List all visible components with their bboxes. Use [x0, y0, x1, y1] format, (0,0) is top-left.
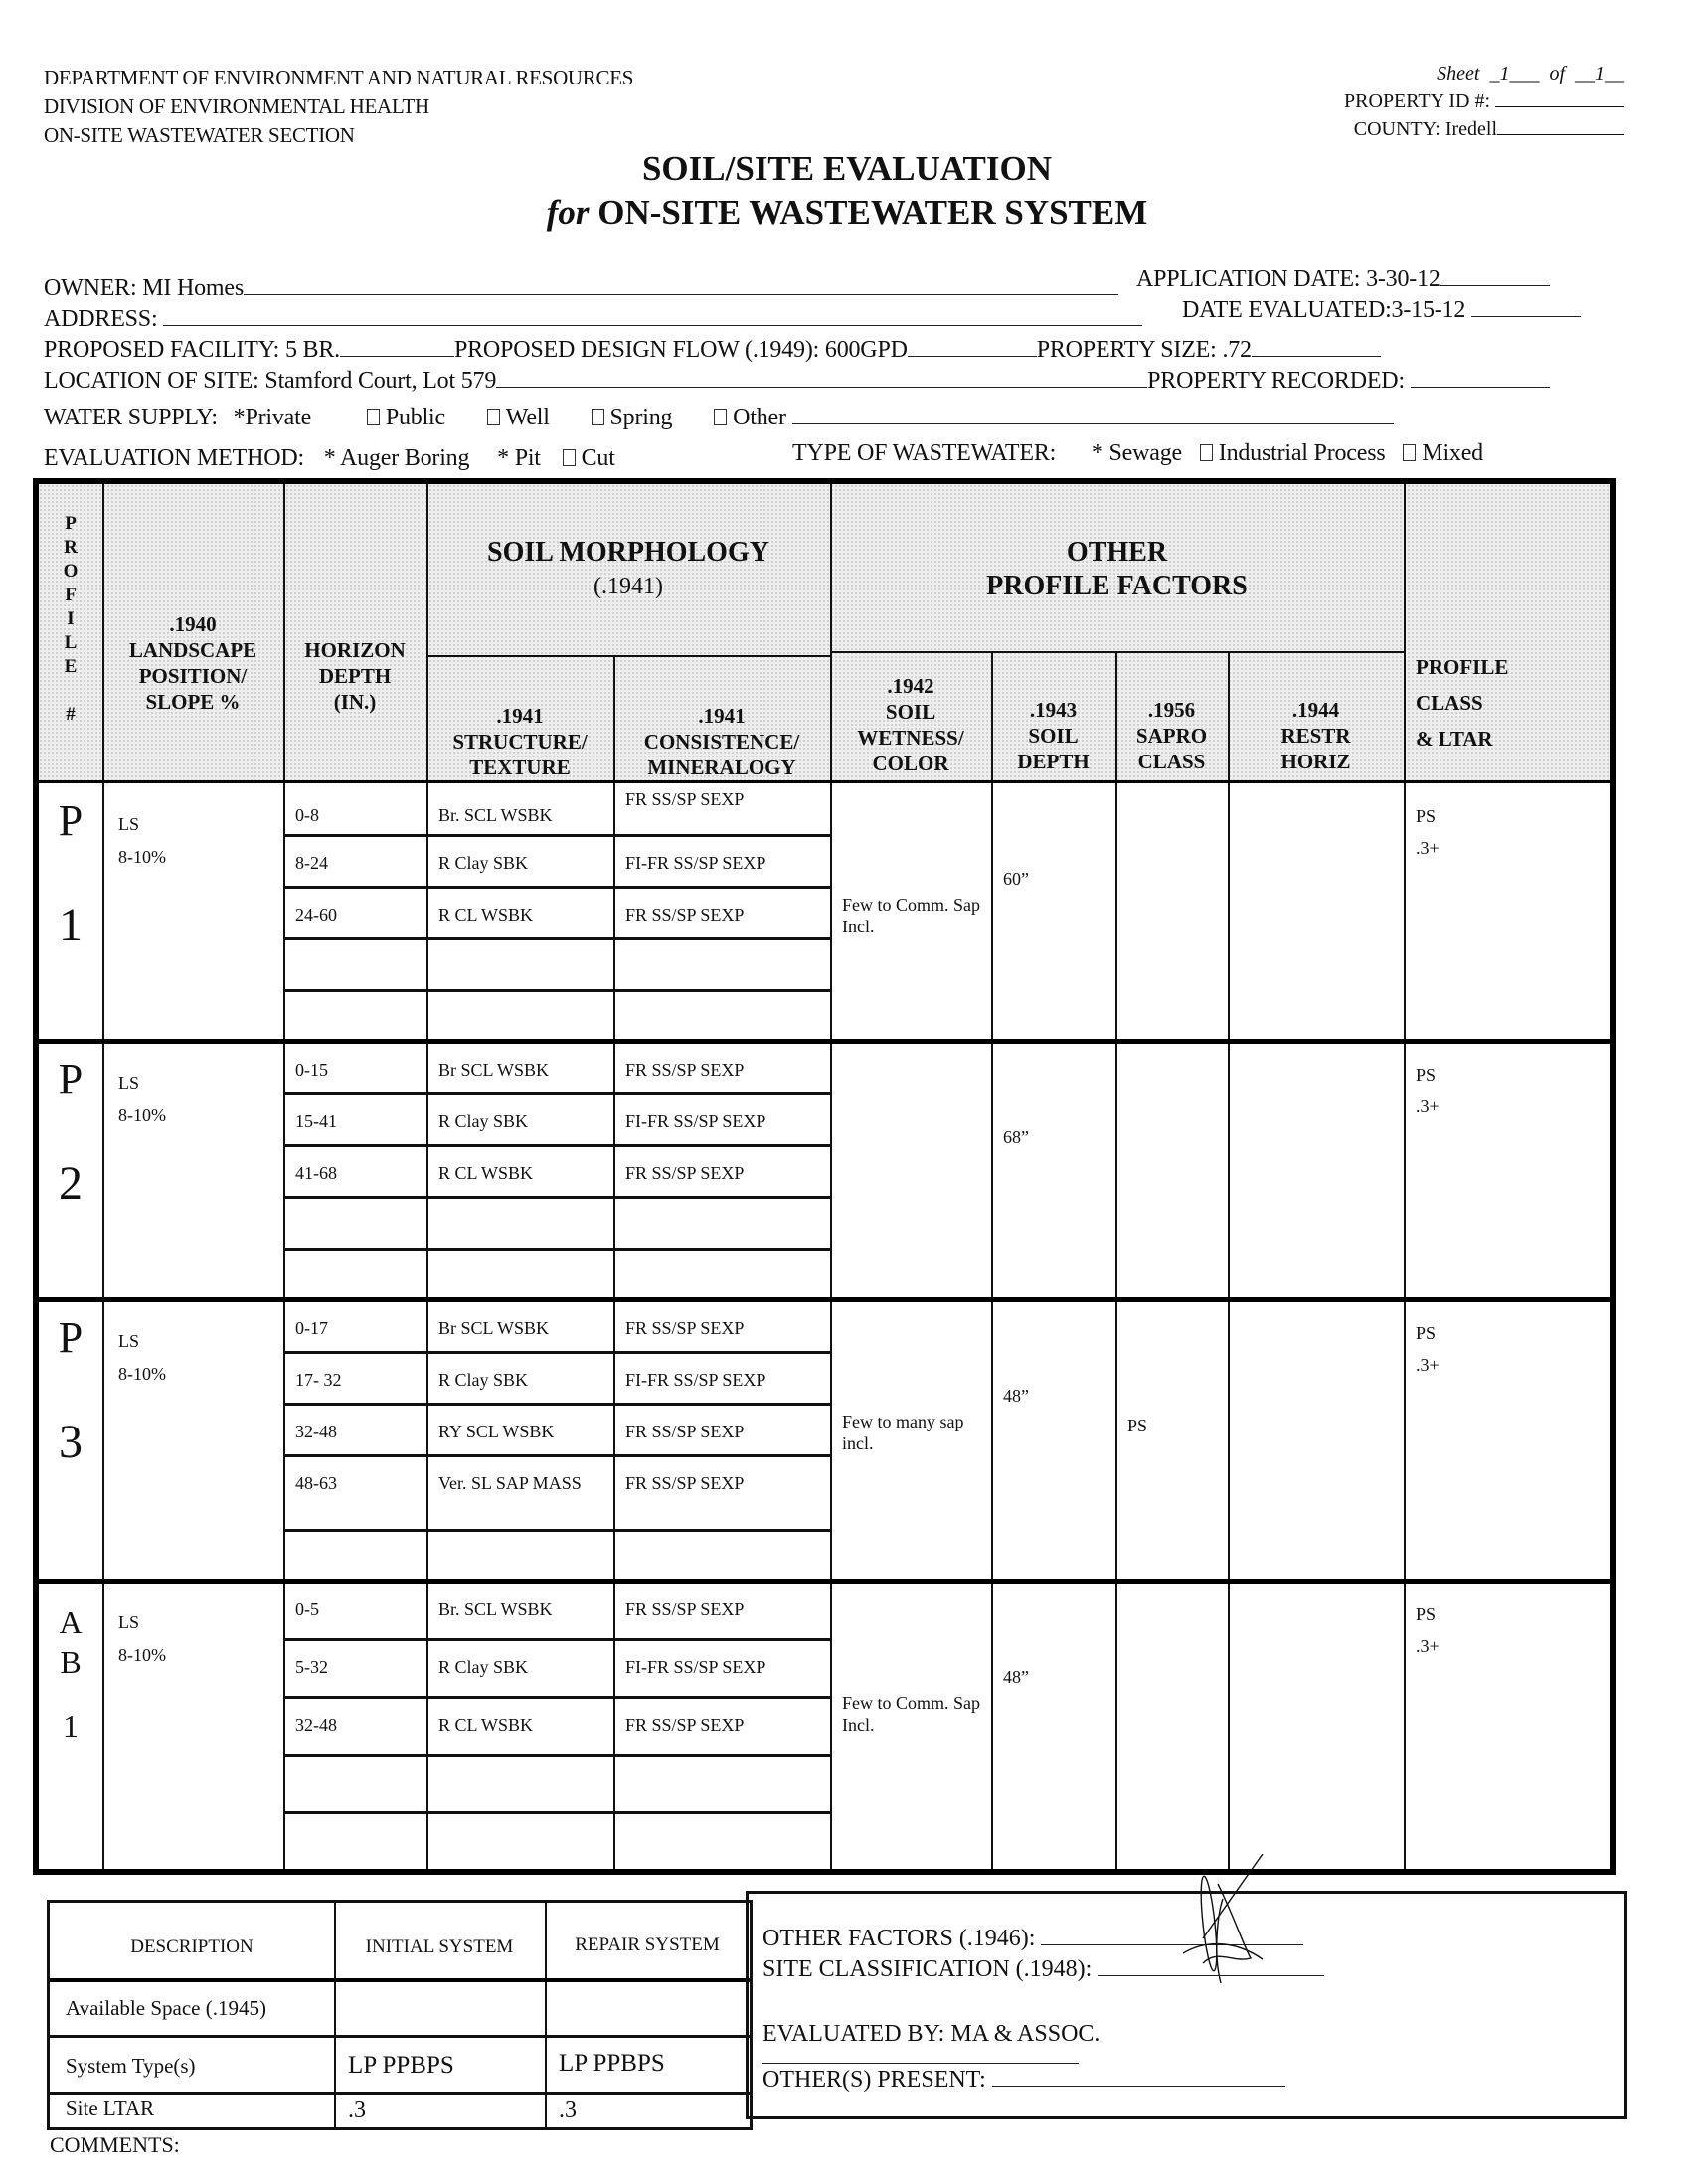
location-label: LOCATION OF SITE: — [44, 368, 259, 394]
system-header-repair: REPAIR SYSTEM — [575, 1934, 720, 1955]
horizon-consistence[interactable]: FI-FR SS/SP SEXP — [625, 1370, 766, 1390]
county-underline — [1497, 116, 1624, 135]
restrictive-horizon[interactable] — [1240, 898, 1389, 918]
horizon-depth[interactable]: 32-48 — [295, 1422, 337, 1441]
handwritten-signature — [1173, 1854, 1332, 2013]
owner-row — [44, 273, 1118, 303]
horizon-divider — [283, 1351, 426, 1354]
header-other-profile-factors: OTHER PROFILE FACTORS — [986, 537, 1248, 601]
proposed-facility-value[interactable]: 5 BR. — [284, 337, 340, 363]
evaluated-by-label: EVALUATED BY: — [762, 2021, 945, 2047]
location-value[interactable]: Stamford Court, Lot 579 — [264, 368, 497, 394]
horizon-divider — [426, 1529, 830, 1532]
soil-depth[interactable]: 48” — [1003, 1667, 1029, 1687]
horizon-divider — [426, 1248, 830, 1251]
date-evaluated-underline — [1471, 296, 1581, 317]
available-space-initial[interactable] — [348, 1996, 537, 2020]
design-flow-value[interactable]: 600GPD — [824, 337, 908, 363]
checkbox-icon — [1200, 444, 1213, 461]
horizon-divider — [426, 1196, 830, 1199]
header-profile-number: P R O F I L E # — [63, 513, 79, 725]
sheet-number[interactable]: 1 — [1499, 63, 1510, 84]
application-date-label: APPLICATION DATE: — [1136, 266, 1361, 292]
horizon-consistence[interactable]: FR SS/SP SEXP — [625, 1318, 745, 1338]
horizon-divider — [283, 989, 426, 992]
address-field[interactable] — [163, 305, 1142, 326]
horizon-structure[interactable]: R Clay SBK — [438, 1657, 529, 1677]
horizon-structure[interactable]: R Clay SBK — [438, 1370, 529, 1390]
evaluation-method-row — [44, 443, 615, 473]
horizon-structure[interactable]: Ver. SL SAP MASS — [438, 1473, 582, 1493]
profile-id: A B 1 — [59, 1604, 83, 1744]
horizon-structure[interactable]: R CL WSBK — [438, 1163, 534, 1183]
evaluation-method-label: EVALUATION METHOD: — [44, 445, 304, 471]
horizon-divider — [283, 1144, 426, 1147]
checkbox-icon — [367, 409, 380, 425]
horizon-depth[interactable]: 0-17 — [295, 1318, 328, 1338]
horizon-depth[interactable]: 0-5 — [295, 1599, 319, 1619]
horizon-consistence[interactable]: FI-FR SS/SP SEXP — [625, 1111, 766, 1131]
horizon-divider — [426, 989, 830, 992]
property-size-value[interactable]: .72 — [1222, 337, 1252, 363]
county-row — [1344, 115, 1624, 143]
sapro-class[interactable]: PS — [1127, 1416, 1148, 1435]
profile-class: PS — [1416, 1323, 1437, 1343]
horizon-divider — [426, 1454, 830, 1457]
soil-evaluation-table — [33, 478, 1616, 1875]
horizon-structure[interactable]: R CL WSBK — [438, 905, 534, 924]
profile-class-ltar[interactable] — [1416, 800, 1440, 864]
landscape-position: LS 8-10% — [118, 1612, 166, 1665]
horizon-depth[interactable]: 8-24 — [295, 853, 328, 873]
horizon-divider — [283, 1754, 426, 1757]
horizon-structure[interactable]: Br. SCL WSBK — [438, 805, 553, 825]
soil-depth[interactable]: 48” — [1003, 1386, 1029, 1406]
others-present-row — [762, 2065, 1285, 2095]
row-site-ltar-label: Site LTAR — [66, 2097, 155, 2120]
water-supply-row — [44, 403, 1394, 432]
landscape-position: LS 8-10% — [118, 1073, 166, 1125]
owner-underline — [244, 274, 1118, 295]
horizon-divider — [283, 1092, 426, 1095]
horizon-depth[interactable]: 17- 32 — [295, 1370, 342, 1390]
horizon-divider — [426, 1696, 830, 1699]
of-label: of — [1549, 63, 1565, 84]
horizon-divider — [426, 1403, 830, 1406]
site-ltar-initial[interactable]: .3 — [348, 2098, 366, 2123]
facility-row — [44, 335, 1381, 365]
property-recorded-label: PROPERTY RECORDED: — [1147, 368, 1405, 394]
horizon-depth[interactable]: 0-15 — [295, 1060, 328, 1080]
profile-class: PS — [1416, 1604, 1437, 1624]
header-horizon-depth: HORIZON DEPTH (IN.) — [304, 638, 406, 714]
profile-divider — [39, 1039, 1610, 1044]
horizon-divider — [426, 834, 830, 837]
ltar-value: .3+ — [1416, 1096, 1440, 1116]
wastewater-industrial[interactable]: Industrial Process — [1200, 440, 1386, 466]
horizon-structure[interactable]: R CL WSBK — [438, 1715, 534, 1735]
soil-depth[interactable]: 68” — [1003, 1127, 1029, 1147]
owner-label: OWNER: — [44, 275, 137, 301]
evaluated-by-row — [762, 2019, 1100, 2049]
header-consistence-mineralogy: .1941 CONSISTENCE/ MINERALOGY — [643, 704, 800, 779]
horizon-divider — [283, 1403, 426, 1406]
sheet-info — [1344, 60, 1624, 143]
restrictive-horizon[interactable] — [1240, 1696, 1389, 1716]
horizon-divider — [283, 937, 426, 940]
horizon-consistence[interactable]: FR SS/SP SEXP — [625, 905, 745, 924]
profile-id: P 1 — [58, 796, 84, 951]
design-flow-underline — [908, 336, 1037, 357]
profile-class-ltar[interactable] — [1416, 1317, 1440, 1381]
horizon-consistence[interactable]: FR SS/SP SEXP — [625, 1599, 745, 1619]
system-type-initial[interactable]: LP PPBPS — [348, 2052, 454, 2079]
horizon-divider — [283, 1196, 426, 1199]
horizon-structure[interactable]: Br SCL WSBK — [438, 1318, 550, 1338]
method-pit[interactable]: * Pit — [497, 445, 541, 471]
property-id-field[interactable] — [1495, 88, 1624, 107]
ltar-value: .3+ — [1416, 838, 1440, 858]
header-soil-depth: .1943 SOIL DEPTH — [1017, 698, 1090, 773]
row-available-space-label: Available Space (.1945) — [66, 1996, 266, 2020]
water-supply-label: WATER SUPPLY: — [44, 405, 218, 430]
checkbox-icon — [563, 449, 576, 466]
horizon-structure[interactable]: Br. SCL WSBK — [438, 1599, 553, 1619]
property-size-label: PROPERTY SIZE: — [1036, 337, 1217, 363]
agency-line: DEPARTMENT OF ENVIRONMENT AND NATURAL RESOURCES — [44, 66, 634, 89]
horizon-consistence[interactable]: FR SS/SP SEXP — [625, 1060, 745, 1080]
water-supply-other[interactable]: Other — [714, 405, 786, 430]
horizon-consistence[interactable]: FR SS/SP SEXP — [625, 789, 745, 809]
system-header-initial: INITIAL SYSTEM — [365, 1936, 514, 1957]
proposed-facility-label: PROPOSED FACILITY: — [44, 337, 280, 363]
system-table — [47, 1900, 753, 2130]
method-auger-boring[interactable]: * Auger Boring — [323, 445, 470, 471]
horizon-divider — [283, 1811, 426, 1814]
water-supply-well[interactable]: Well — [487, 405, 550, 430]
water-supply-spring[interactable]: Spring — [592, 405, 673, 430]
horizon-divider — [426, 1092, 830, 1095]
checkbox-icon — [592, 409, 604, 425]
header-sapro-class: .1956 SAPRO CLASS — [1135, 698, 1208, 773]
other-underline[interactable] — [792, 404, 1394, 424]
horizon-divider — [283, 1638, 426, 1641]
property-recorded-field[interactable] — [1411, 367, 1550, 388]
wastewater-type-row — [792, 438, 1483, 468]
others-present-label: OTHER(S) PRESENT: — [762, 2067, 986, 2093]
agency-header — [44, 64, 633, 150]
horizon-divider — [283, 1529, 426, 1532]
horizon-structure[interactable]: RY SCL WSBK — [438, 1422, 555, 1441]
horizon-divider — [283, 1454, 426, 1457]
other-factors-label: OTHER FACTORS (.1946): — [762, 1926, 1036, 1951]
others-present-field[interactable] — [992, 2066, 1285, 2087]
horizon-divider — [426, 1754, 830, 1757]
header-profile-class-ltar: PROFILE CLASS & LTAR — [1416, 655, 1509, 751]
profile-class: PS — [1416, 1065, 1437, 1085]
horizon-divider — [426, 937, 830, 940]
restrictive-horizon[interactable] — [1240, 1415, 1389, 1434]
site-classification-label: SITE CLASSIFICATION (.1948): — [762, 1956, 1093, 1982]
sheet-label: Sheet — [1437, 63, 1480, 84]
address-label: ADDRESS: — [44, 306, 158, 332]
horizon-depth[interactable]: 48-63 — [295, 1473, 337, 1493]
horizon-depth[interactable]: 5-32 — [295, 1657, 328, 1677]
agency-line: ON-SITE WASTEWATER SECTION — [44, 123, 355, 147]
comments-label: COMMENTS: — [50, 2132, 180, 2157]
horizon-consistence[interactable]: FI-FR SS/SP SEXP — [625, 853, 766, 873]
county-value[interactable]: Iredell — [1444, 118, 1497, 140]
date-evaluated-row — [1182, 295, 1581, 325]
system-header-description: DESCRIPTION — [130, 1936, 254, 1957]
profile-divider — [39, 1579, 1610, 1584]
wastewater-sewage[interactable]: * Sewage — [1091, 440, 1182, 466]
soil-wetness[interactable]: Few to many sap incl. — [842, 1412, 964, 1453]
form-title: SOIL/SITE EVALUATION — [641, 149, 1053, 188]
address-row — [44, 304, 1142, 334]
sheet-counter: Sheet _1___ of __1__ — [1437, 63, 1624, 84]
evaluated-by-value[interactable]: MA & ASSOC. — [950, 2021, 1101, 2047]
horizon-divider — [426, 1351, 830, 1354]
application-date-value[interactable]: 3-30-12 — [1366, 266, 1440, 292]
application-date-row — [1136, 264, 1550, 294]
ltar-value: .3+ — [1416, 1355, 1440, 1375]
profile-class-ltar[interactable] — [1416, 1059, 1440, 1122]
location-underline — [496, 367, 1147, 388]
horizon-structure[interactable]: Br SCL WSBK — [438, 1060, 550, 1080]
horizon-consistence[interactable]: FR SS/SP SEXP — [625, 1473, 745, 1493]
date-evaluated-value[interactable]: 3-15-12 — [1391, 297, 1466, 323]
subtitle-for: for — [546, 193, 590, 232]
profile-id: P 3 — [58, 1313, 84, 1468]
row-system-type-label: System Type(s) — [66, 2054, 196, 2078]
site-ltar-repair[interactable]: .3 — [559, 2098, 577, 2123]
application-date-underline — [1440, 265, 1550, 286]
signature-line — [762, 2063, 1079, 2064]
wastewater-type-label: TYPE OF WASTEWATER: — [792, 440, 1057, 466]
horizon-depth[interactable]: 0-8 — [295, 805, 319, 825]
checkbox-icon — [487, 409, 500, 425]
landscape-position: LS 8-10% — [118, 1331, 166, 1384]
agency-line: DIVISION OF ENVIRONMENTAL HEALTH — [44, 94, 429, 118]
profile-class: PS — [1416, 806, 1437, 826]
horizon-divider — [283, 886, 426, 889]
horizon-structure[interactable]: R Clay SBK — [438, 1111, 529, 1131]
header-landscape: .1940 LANDSCAPE POSITION/ SLOPE % — [128, 612, 257, 714]
property-id-label: PROPERTY ID #: — [1344, 90, 1490, 112]
soil-depth[interactable]: 60” — [1003, 869, 1029, 889]
property-id-row — [1344, 87, 1624, 115]
horizon-depth[interactable]: 32-48 — [295, 1715, 337, 1735]
restrictive-horizon[interactable] — [1240, 1156, 1389, 1176]
wastewater-mixed[interactable]: Mixed — [1403, 440, 1483, 466]
subtitle-text: ON-SITE WASTEWATER SYSTEM — [597, 193, 1148, 232]
facility-underline — [340, 336, 454, 357]
profile-class-ltar[interactable] — [1416, 1598, 1440, 1662]
header-soil-morphology: SOIL MORPHOLOGY (.1941) — [487, 537, 769, 599]
soil-wetness[interactable]: Few to Comm. Sap Incl. — [842, 1693, 981, 1735]
profile-divider — [39, 1297, 1610, 1302]
header-restr-horiz: .1944 RESTR HORIZ — [1280, 698, 1351, 773]
ltar-value: .3+ — [1416, 1636, 1440, 1656]
available-space-repair[interactable] — [559, 1996, 744, 2020]
sapro-class[interactable] — [1127, 1156, 1217, 1176]
sapro-class[interactable] — [1127, 898, 1217, 918]
water-supply-private[interactable]: *Private — [233, 405, 312, 430]
sapro-class[interactable] — [1127, 1696, 1217, 1716]
horizon-divider — [426, 1811, 830, 1814]
horizon-depth[interactable]: 24-60 — [295, 905, 337, 924]
county-label: COUNTY: — [1353, 118, 1440, 140]
horizon-consistence[interactable]: FR SS/SP SEXP — [625, 1422, 745, 1441]
horizon-divider — [283, 1248, 426, 1251]
method-cut[interactable]: Cut — [563, 445, 615, 471]
design-flow-label: PROPOSED DESIGN FLOW (.1949): — [453, 337, 820, 363]
system-type-repair[interactable]: LP PPBPS — [559, 2050, 665, 2077]
form-subtitle — [0, 191, 1694, 235]
water-supply-public[interactable]: Public — [367, 405, 445, 430]
sheet-total[interactable]: 1 — [1595, 63, 1605, 84]
property-size-underline — [1252, 336, 1381, 357]
horizon-consistence[interactable]: FR SS/SP SEXP — [625, 1715, 745, 1735]
horizon-depth[interactable]: 15-41 — [295, 1111, 337, 1131]
date-evaluated-label: DATE EVALUATED: — [1182, 297, 1392, 323]
header-soil-wetness: .1942 SOIL WETNESS/ COLOR — [857, 674, 964, 775]
landscape-position: LS 8-10% — [118, 814, 166, 867]
soil-wetness[interactable]: Few to Comm. Sap Incl. — [842, 895, 981, 936]
horizon-structure[interactable]: R Clay SBK — [438, 853, 529, 873]
horizon-depth[interactable]: 41-68 — [295, 1163, 337, 1183]
horizon-divider — [426, 1638, 830, 1641]
profile-id: P 2 — [58, 1055, 84, 1210]
horizon-divider — [283, 1696, 426, 1699]
horizon-divider — [426, 1144, 830, 1147]
horizon-consistence[interactable]: FI-FR SS/SP SEXP — [625, 1657, 766, 1677]
location-row — [44, 366, 1550, 396]
horizon-divider — [426, 886, 830, 889]
checkbox-icon — [714, 409, 727, 425]
horizon-consistence[interactable]: FR SS/SP SEXP — [625, 1163, 745, 1183]
checkbox-icon — [1403, 444, 1416, 461]
owner-value[interactable]: MI Homes — [142, 275, 244, 301]
horizon-divider — [283, 834, 426, 837]
header-structure-texture: .1941 STRUCTURE/ TEXTURE — [452, 704, 588, 779]
